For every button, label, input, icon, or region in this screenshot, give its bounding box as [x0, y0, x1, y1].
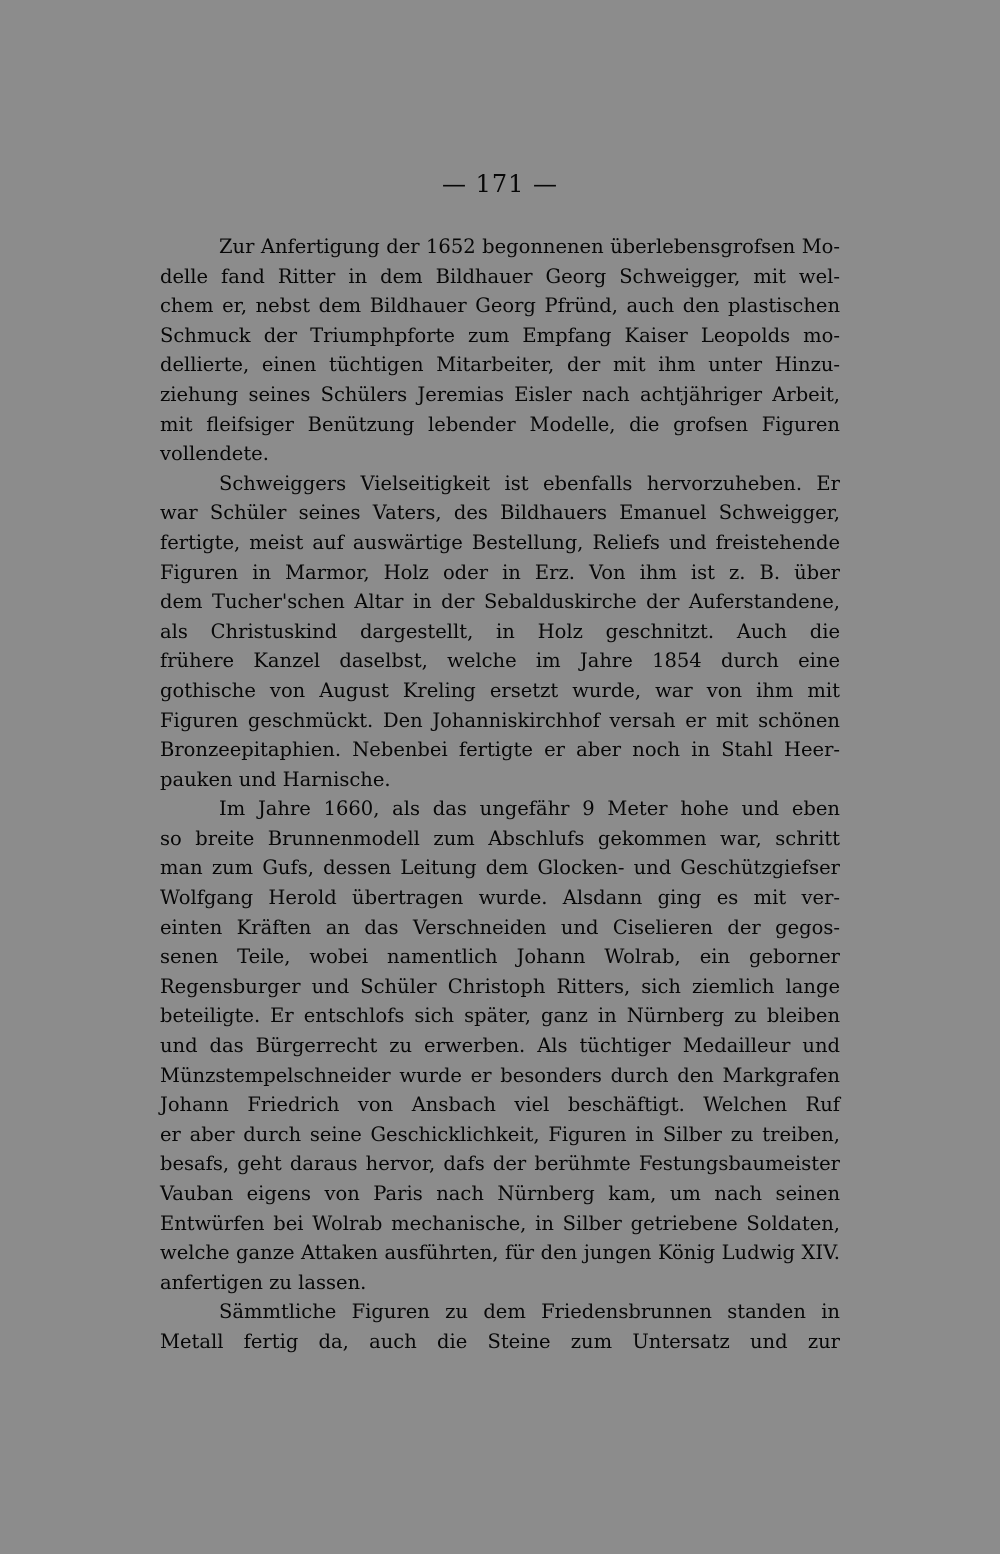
text-line: Schweiggers Vielseitigkeit ist ebenfalls hervorzuheben. Er [219, 471, 840, 495]
text-line: ziehung seines Schülers Jeremias Eisler nach achtjähriger Arbeit, [160, 382, 840, 406]
text-line: gothische von August Kreling ersetzt wurde, war von ihm mit [160, 678, 840, 702]
text-line: chem er, nebst dem Bildhauer Georg Pfründ, auch den plastischen [160, 294, 840, 318]
text-line: Figuren in Marmor, Holz oder in Erz. Von ihm ist z. B. über [160, 560, 840, 584]
text-line: dem Tucher'schen Altar in der Sebalduskirche der Auferstandene, [160, 590, 840, 614]
text-line: war Schüler seines Vaters, des Bildhauers Emanuel Schweigger, [160, 501, 840, 525]
text-line: fertigte, meist auf auswärtige Bestellung, Reliefs und freistehende [160, 530, 840, 554]
text-line: pauken und Harnische. [160, 767, 391, 791]
text-line: er aber durch seine Geschicklichkeit, Figuren in Silber zu treiben, [160, 1122, 840, 1146]
text-line: frühere Kanzel daselbst, welche im Jahre 1854 durch eine [160, 649, 840, 673]
body-text [160, 232, 840, 1357]
text-line: so breite Brunnenmodell zum Abschlufs gekommen war, schritt [160, 826, 840, 850]
text-line: Figuren geschmückt. Den Johanniskirchhof versah er mit schönen [160, 708, 840, 732]
text-line: mit fleifsiger Benützung lebender Modelle, die grofsen Figuren [160, 412, 840, 436]
text-line: dellierte, einen tüchtigen Mitarbeiter, der mit ihm unter Hinzu- [160, 353, 840, 377]
text-line: Bronzeepitaphien. Nebenbei fertigte er aber noch in Stahl Heer- [160, 738, 840, 762]
text-line: einten Kräften an das Verschneiden und Ciselieren der gegos- [160, 915, 840, 939]
text-line: anfertigen zu lassen. [160, 1270, 367, 1294]
page-number: — 171 — [441, 170, 559, 198]
text-line: delle fand Ritter in dem Bildhauer Georg Schweigger, mit wel- [160, 264, 840, 288]
text-line: man zum Gufs, dessen Leitung dem Glocken- und Geschützgiefser [160, 856, 840, 880]
text-line: Vauban eigens von Paris nach Nürnberg kam, um nach seinen [160, 1182, 840, 1205]
text-line: als Christuskind dargestellt, in Holz geschnitzt. Auch die [160, 619, 840, 643]
text-line: Johann Friedrich von Ansbach viel beschäftigt. Welchen Ruf [160, 1093, 840, 1117]
text-line: vollendete. [160, 442, 269, 466]
text-line: Sämmtliche Figuren zu dem Friedensbrunnen standen in [219, 1300, 840, 1324]
text-line: senen Teile, wobei namentlich Johann Wolrab, ein geborner [160, 945, 840, 969]
text-line: welche ganze Attaken ausführten, für den jungen König Ludwig XIV. [160, 1241, 840, 1265]
text-line: Münzstempelschneider wurde er besonders durch den Markgrafen [160, 1063, 840, 1087]
text-line: Metall fertig da, auch die Steine zum Untersatz und zur [160, 1329, 840, 1353]
text-line: Schmuck der Triumphpforte zum Empfang Kaiser Leopolds mo- [160, 323, 840, 347]
text-line: und das Bürgerrecht zu erwerben. Als tüchtiger Medailleur und [160, 1034, 840, 1058]
text-line: beteiligte. Er entschlofs sich später, ganz in Nürnberg zu bleiben [160, 1004, 840, 1028]
text-line: besafs, geht daraus hervor, dafs der berühmte Festungsbaumeister [160, 1152, 840, 1176]
text-line: Wolfgang Herold übertragen wurde. Alsdann ging es mit ver- [160, 886, 840, 910]
text-line: Entwürfen bei Wolrab mechanische, in Silber getriebene Soldaten, [160, 1211, 840, 1235]
text-line: Zur Anfertigung der 1652 begonnenen überlebensgrofsen Mo- [219, 235, 840, 258]
text-line: Im Jahre 1660, als das ungefähr 9 Meter hohe und eben [219, 797, 840, 821]
text-line: Regensburger und Schüler Christoph Ritters, sich ziemlich lange [160, 974, 840, 998]
